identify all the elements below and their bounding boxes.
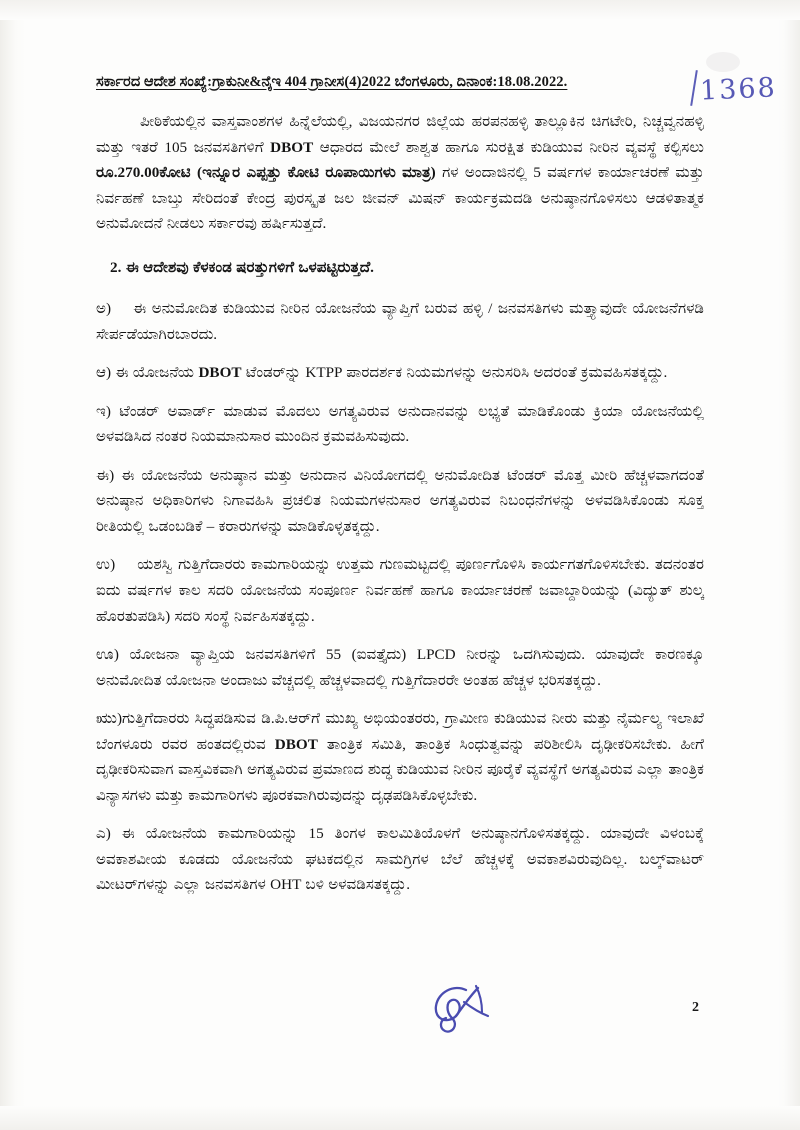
clause-item	[96, 706, 704, 808]
clause-text: ಯಶಸ್ವಿ ಗುತ್ತಿಗೆದಾರರು ಕಾಮಗಾರಿಯನ್ನು ಉತ್ತಮ ಗುಣಮಟ್ಟದಲ್ಲಿ ಪೂರ್ಣಗೊಳಿಸಿ ಕಾರ್ಯಗತಗೊಳಿಸಬೇಕು. ತದನಂತರ ಐದು ವರ್ಷಗಳ ಕಾಲ ಸದರಿ ಯೋಜನೆಯ ಸಂಪೂರ್ಣ ನಿರ್ವಹಣೆ ಹಾಗೂ ಕಾರ್ಯಾಚರಣೆ ಜವಾಬ್ದಾರಿಯನ್ನು (ವಿದ್ಯುತ್ ಶುಲ್ಕ ಹೊರತುಪಡಿಸಿ) ಸದರಿ ಸಂಸ್ಥೆ ನಿರ್ವಹಿಸತಕ್ಕದ್ದು.	[96, 556, 704, 625]
clause-item	[96, 296, 704, 347]
conditions-section-heading: 2. ಈ ಆದೇಶವು ಕೆಳಕಂಡ ಷರತ್ತುಗಳಿಗೆ ಒಳಪಟ್ಟಿರುತ್ತದೆ.	[110, 258, 374, 276]
government-order-header: ಸರ್ಕಾರದ ಆದೇಶ ಸಂಖ್ಯೆ:ಗ್ರಾಕುನೀ&ನೈಇ 404 ಗ್ರಾನೀಸ(4)2022 ಬೆಂಗಳೂರು, ದಿನಾಂಕ:18.08.2022.	[96, 74, 568, 90]
clause-marker: ಅ)	[96, 300, 112, 318]
preamble-text-part-2: ಆಧಾರದ ಮೇಲೆ ಶಾಶ್ವತ ಹಾಗೂ ಸುರಕ್ಷಿತ ಕುಡಿಯುವ ನೀರಿನ ವ್ಯವಸ್ಥೆ ಕಲ್ಪಿಸಲು	[313, 138, 705, 156]
clause-marker-gap	[119, 646, 130, 663]
clause-text: ಈ ಯೋಜನೆಯ ಕಾಮಗಾರಿಯನ್ನು 15 ತಿಂಗಳ ಕಾಲಮಿತಿಯೊಳಗೆ ಅನುಷ್ಠಾನಗೊಳಿಸತಕ್ಕದ್ದು. ಯಾವುದೇ ವಿಳಂಬಕ್ಕೆ ಅವಕಾಶವೀಯ ಕೂಡದು ಯೋಜನೆಯ ಘಟಕದಲ್ಲಿನ ಸಾಮಗ್ರಿಗಳ ಬೆಲೆ ಹೆಚ್ಚಳಕ್ಕೆ ಅವಕಾಶವಿರುವುದಿಲ್ಲ. ಬಲ್ಕ್‌ವಾಟರ್ ಮೀಟರ್‌ಗಳನ್ನು ಎಲ್ಲಾ ಜನವಸತಿಗಳ OHT ಬಳಿ ಅಳವಡಿಸತಕ್ಕದ್ದು.	[96, 825, 704, 894]
clause-text-part: ಟೆಂಡರ್‌ನ್ನು KTPP ಪಾರದರ್ಶಕ ನಿಯಮಗಳನ್ನು ಅನುಸರಿಸಿ ಅದರಂತೆ ಕ್ರಮವಹಿಸತಕ್ಕದ್ದು.	[241, 364, 668, 382]
clause-marker-gap	[111, 825, 122, 842]
signature-mark	[426, 982, 534, 1044]
clause-marker: ಋು)	[96, 710, 123, 728]
clause-text: ಈ ಅನುಮೋದಿತ ಕುಡಿಯುವ ನೀರಿನ ಯೋಜನೆಯ ವ್ಯಾಪ್ತಿಗೆ ಬರುವ ಹಳ್ಳಿ / ಜನವಸತಿಗಳು ಮತ್ತ್ಯಾವುದೇ ಯೋಜನೆಗಳಡಿ ಸೇರ್ಪಡೆಯಾಗಿರಬಾರದು.	[96, 300, 705, 343]
document-body	[96, 72, 704, 911]
preamble-paragraph	[96, 109, 704, 237]
clause-marker: ಉ)	[96, 556, 116, 574]
preamble-amount: ರೂ.270.00ಕೋಟಿ (ಇನ್ನೂರ ಎಪ್ಪತ್ತು ಕೋಟಿ ರೂಪಾಯಿಗಳು ಮಾತ್ರ)	[96, 164, 436, 182]
clause-text-part: ಗುತ್ತಿಗೆದಾರರು ಸಿದ್ಧಪಡಿಸುವ ಡಿ.ಪಿ.ಆರ್‌ಗೆ ಮುಖ್ಯ ಅಭಿಯಂತರರು, ಗ್ರಾಮೀಣ ಕುಡಿಯುವ ನೀರು ಮತ್ತು ನೈರ್ಮಲ್ಯ ಇಲಾಖೆ ಬೆಂಗಳೂರು ರವರ ಹಂತದಲ್ಲಿರುವ	[96, 710, 704, 753]
scan-edge-right	[778, 0, 800, 1130]
clause-item	[96, 642, 704, 693]
scan-edge-top	[0, 0, 800, 20]
preamble-dbot-term: DBOT	[270, 138, 314, 156]
clause-item	[96, 360, 704, 386]
scan-smudge	[706, 52, 740, 72]
clause-marker: ಊ)	[96, 646, 119, 664]
preamble-text-part-3: ಗಳ ಅಂದಾಜಿನಲ್ಲಿ 5 ವರ್ಷಗಳ ಕಾರ್ಯಾಚರಣೆ ಮತ್ತು ನಿರ್ವಹಣೆ ಬಾಬ್ತು ಸೇರಿದಂತೆ ಕೇಂದ್ರ ಪುರಸ್ಕೃತ ಜಲ ಜೀವನ್ ಮಿಷನ್ ಕಾರ್ಯಕ್ರಮದಡಿ ಅನುಷ್ಠಾನಗೊಳಿಸಲು ಆಡಳಿತಾತ್ಮಕ ಅನುಮೋದನೆ ನೀಡಲು ಸರ್ಕಾರವು ಹರ್ಷಿಸುತ್ತದೆ.	[96, 164, 704, 233]
clause-item	[96, 463, 704, 540]
handwritten-file-number: 1368	[699, 72, 778, 107]
clause-item	[96, 821, 704, 898]
scan-edge-left	[0, 0, 26, 1130]
clause-dbot-term: DBOT	[274, 735, 318, 753]
clause-marker: ಈ)	[96, 466, 115, 484]
clause-marker-gap	[111, 300, 133, 317]
clause-dbot-term: DBOT	[198, 364, 242, 382]
clause-marker: ಆ)	[96, 364, 112, 382]
clause-text: ಯೋಜನಾ ವ್ಯಾಪ್ತಿಯ ಜನವಸತಿಗಳಿಗೆ 55 (ಐವತ್ತೈದು) LPCD ನೀರನ್ನು ಒದಗಿಸುವುದು. ಯಾವುದೇ ಕಾರಣಕ್ಕೂ ಅನುಮೋದಿತ ಯೋಜನಾ ಅಂದಾಜು ವೆಚ್ಚದಲ್ಲಿ ಹೆಚ್ಚಳವಾದಲ್ಲಿ ಗುತ್ತಿಗೆದಾರರೇ ಅಂತಹ ಹೆಚ್ಚಳ ಭರಿಸತಕ್ಕದ್ದು.	[96, 646, 704, 689]
preamble-text-part-1: ಪೀಠಿಕೆಯಲ್ಲಿನ ವಾಸ್ತವಾಂಶಗಳ ಹಿನ್ನೆಲೆಯಲ್ಲಿ, ವಿಜಯನಗರ ಜಿಲ್ಲೆಯ ಹರಪನಹಳ್ಳಿ ತಾಲ್ಲೂಕಿನ ಚಿಗಟೇರಿ, ನಿಚ್ಚವ್ವನಹಳ್ಳಿ ಮತ್ತು ಇತರೆ 105 ಜನವಸತಿಗಳಿಗೆ	[96, 113, 704, 156]
clause-text-part: ತಾಂತ್ರಿಕ ಸಮಿತಿ, ತಾಂತ್ರಿಕ ಸಿಂಧುತ್ವವನ್ನು ಪರಿಶೀಲಿಸಿ ದೃಢೀಕರಿಸಬೇಕು. ಹೀಗೆ ದೃಢೀಕರಿಸುವಾಗ ವಾಸ್ತವಿಕವಾಗಿ ಅಗತ್ಯವಿರುವ ಪ್ರಮಾಣದ ಶುದ್ಧ ಕುಡಿಯುವ ನೀರಿನ ಪೂರೈಕೆ ವ್ಯವಸ್ಥೆಗೆ ಅಗತ್ಯವಿರುವ ಎಲ್ಲಾ ತಾಂತ್ರಿಕ ವಿನ್ಯಾಸಗಳು ಮತ್ತು ಕಾಮಗಾರಿಗಳು ಪೂರಕವಾಗಿರುವುದನ್ನು ದೃಢಪಡಿಸಿಕೊಳ್ಳಬೇಕು.	[96, 735, 704, 804]
clause-marker: ಎ)	[96, 825, 111, 843]
page-number: 2	[692, 1000, 699, 1015]
clause-item	[96, 552, 704, 629]
clause-text-part: ಈ ಯೋಜನೆಯ	[115, 364, 199, 382]
clause-marker-gap	[115, 556, 137, 573]
clause-text: ಟೆಂಡರ್ ಅವಾರ್ಡ್ ಮಾಡುವ ಮೊದಲು ಅಗತ್ಯವಿರುವ ಅನುದಾನವನ್ನು ಲಭ್ಯತೆ ಮಾಡಿಕೊಂಡು ಕ್ರಿಯಾ ಯೋಜನೆಯಲ್ಲಿ ಅಳವಡಿಸಿದ ನಂತರ ನಿಯಮಾನುಸಾರ ಮುಂದಿನ ಕ್ರಮವಹಿಸುವುದು.	[96, 402, 704, 446]
clause-item	[96, 399, 704, 450]
clause-text: ಈ ಯೋಜನೆಯ ಅನುಷ್ಠಾನ ಮತ್ತು ಅನುದಾನ ವಿನಿಯೋಗದಲ್ಲಿ ಅನುಮೋದಿತ ಟೆಂಡರ್ ಮೊತ್ತ ಮೀರಿ ಹೆಚ್ಚಳವಾಗದಂತೆ ಅನುಷ್ಠಾನ ಅಧಿಕಾರಿಗಳು ನಿಗಾವಹಿಸಿ ಪ್ರಚಲಿತ ನಿಯಮಗಳನುಸಾರ ಅಗತ್ಯವಿರುವ ನಿಬಂಧನೆಗಳನ್ನು ಅಳವಡಿಸಿಕೊಂಡು ಸೂಕ್ತ ರೀತಿಯಲ್ಲಿ ಒಡಂಬಡಿಕೆ – ಕರಾರುಗಳನ್ನು ಮಾಡಿಕೊಳ್ಳತಕ್ಕದ್ದು.	[96, 466, 704, 535]
clause-marker: ಇ)	[96, 402, 111, 420]
scan-edge-bottom	[0, 1106, 800, 1130]
